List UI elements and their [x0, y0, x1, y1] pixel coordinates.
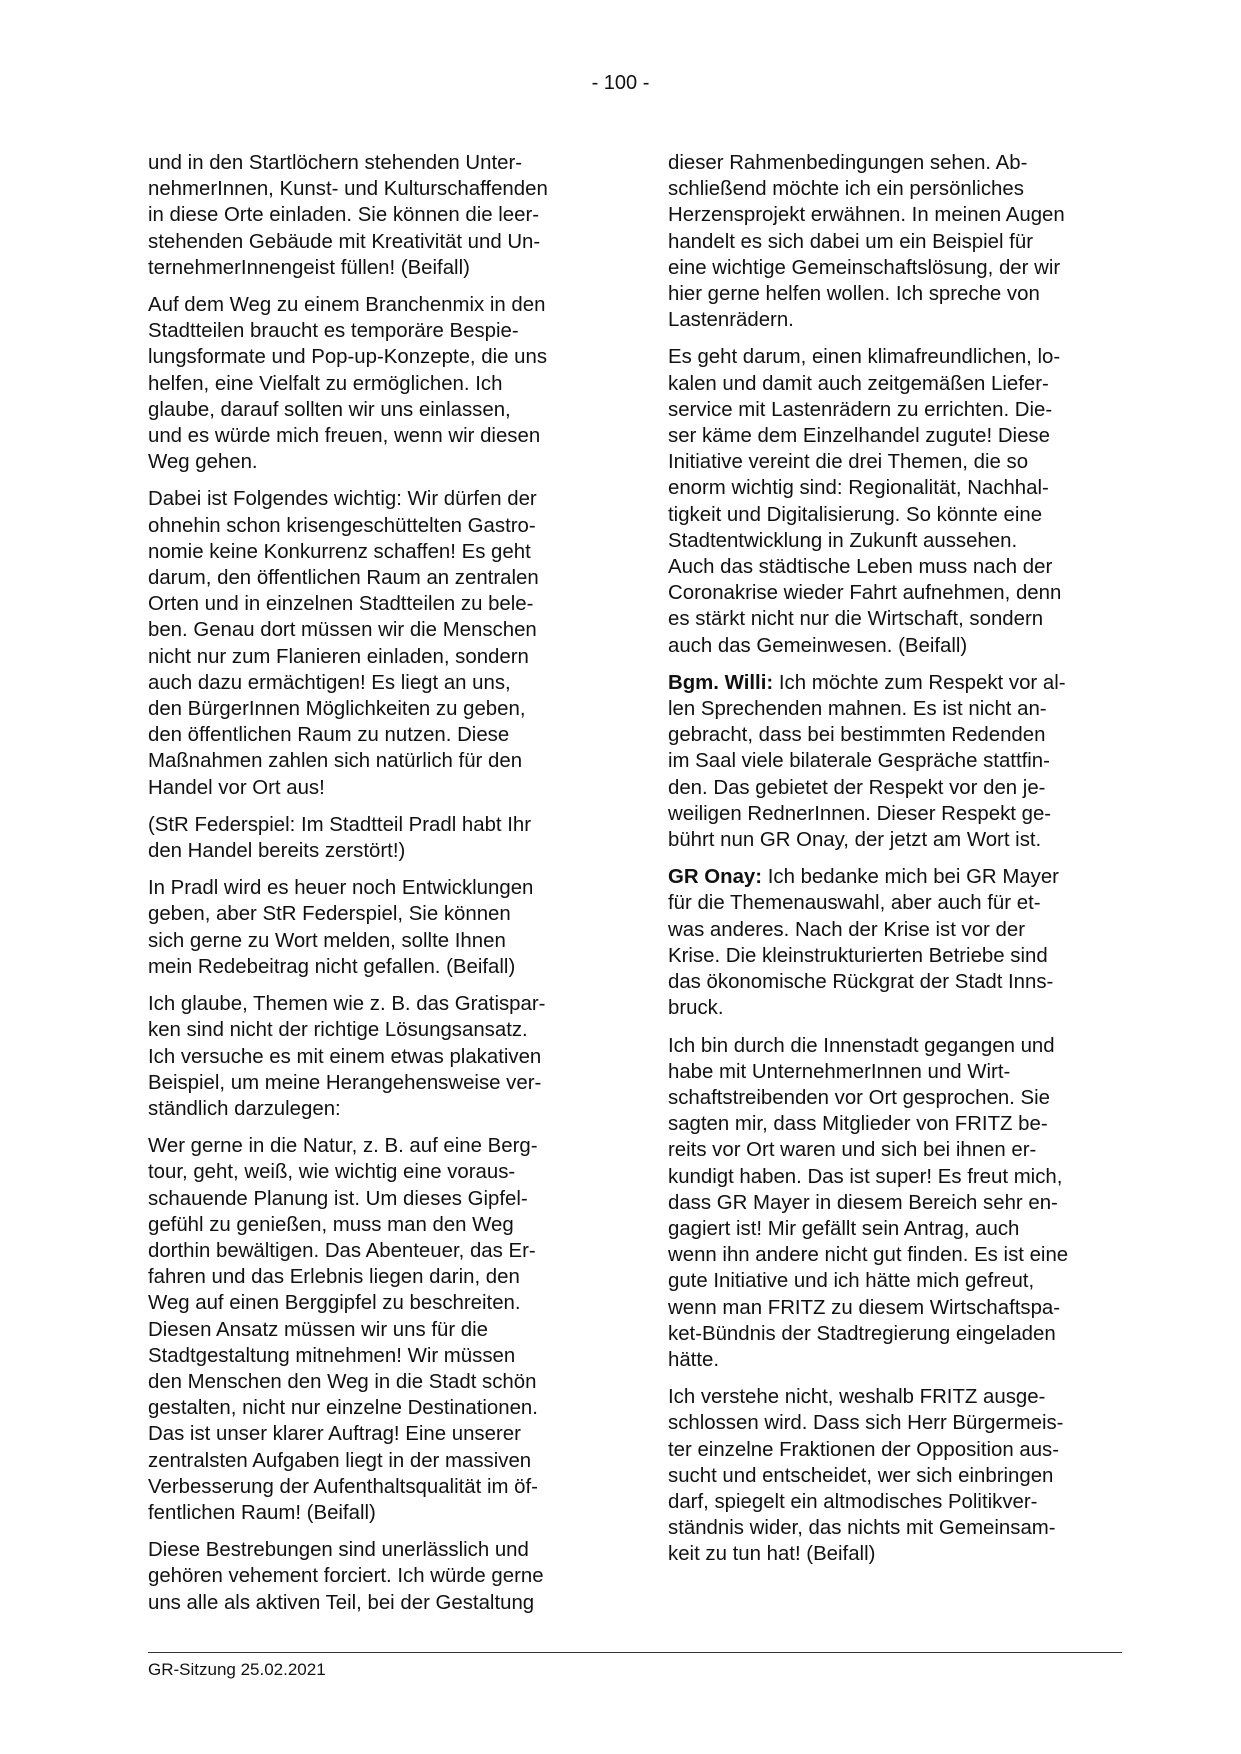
text-line: Initiative vereint die drei Themen, die so: [668, 451, 1029, 474]
text-line: Diese Bestrebungen sind unerlässlich und: [148, 1539, 529, 1562]
text-line: len Sprechenden mahnen. Es ist nicht an-: [668, 698, 1047, 721]
text-line: Coronakrise wieder Fahrt aufnehmen, denn: [668, 582, 1062, 605]
text-line: hier gerne helfen wollen. Ich spreche von: [668, 283, 1040, 306]
text-line: geben, aber StR Federspiel, Sie können: [148, 903, 511, 926]
paragraph: [148, 1537, 600, 1616]
text-line: Verbesserung der Aufenthaltsqualität im öf-: [148, 1475, 538, 1498]
left-text-column: [148, 150, 600, 1627]
text-line: mein Redebeitrag nicht gefallen. (Beifall): [148, 955, 516, 978]
text-line: wenn man FRITZ zu diesem Wirtschaftspa-: [668, 1296, 1061, 1319]
text-line: hätte.: [668, 1348, 720, 1371]
text-line: Auch das städtische Leben muss nach der: [668, 556, 1053, 579]
text-line: eine wichtige Gemeinschaftslösung, der wir: [668, 256, 1061, 279]
text-line: fentlichen Raum! (Beifall): [148, 1501, 376, 1524]
paragraph: [148, 150, 600, 281]
text-line: bührt nun GR Onay, der jetzt am Wort ist.: [668, 829, 1042, 852]
text-line: kalen und damit auch zeitgemäßen Liefer-: [668, 372, 1049, 395]
text-line: schaftstreibenden vor Ort gesprochen. Sie: [668, 1086, 1050, 1109]
text-line: Dabei ist Folgendes wichtig: Wir dürfen der: [148, 488, 537, 511]
speaker-name: GR Onay:: [668, 866, 763, 889]
text-line: stehenden Gebäude mit Kreativität und Un-: [148, 230, 541, 253]
text-line: ternehmerInnengeist füllen! (Beifall): [148, 256, 470, 279]
text-line: den BürgerInnen Möglichkeiten zu geben,: [148, 698, 526, 721]
text-line: gute Initiative und ich hätte mich gefreut,: [668, 1270, 1035, 1293]
text-line: dieser Rahmenbedingungen sehen. Ab-: [668, 152, 1028, 174]
text-line: ken sind nicht der richtige Lösungsansatz.: [148, 1019, 528, 1042]
text-line: den Menschen den Weg in die Stadt schön: [148, 1370, 537, 1393]
text-line: ben. Genau dort müssen wir die Menschen: [148, 619, 537, 642]
text-line: Stadtentwicklung in Zukunft aussehen.: [668, 529, 1018, 552]
footer-divider: [148, 1652, 1122, 1653]
text-line: Ich möchte zum Respekt vor al-: [773, 671, 1066, 694]
text-line: sucht und entscheidet, wer sich einbringen: [668, 1464, 1054, 1487]
text-line: ser käme dem Einzelhandel zugute! Diese: [668, 425, 1050, 448]
text-line: und in den Startlöchern stehenden Unter-: [148, 152, 523, 174]
text-line: (StR Federspiel: Im Stadtteil Pradl habt Ihr: [148, 813, 532, 836]
text-line: glaube, darauf sollten wir uns einlassen,: [148, 398, 511, 421]
text-line: Stadtgestaltung mitnehmen! Wir müssen: [148, 1344, 516, 1367]
text-line: nehmerInnen, Kunst- und Kulturschaffenden: [148, 178, 548, 201]
text-line: gehören vehement forciert. Ich würde gerne: [148, 1565, 544, 1588]
text-line: keit zu tun hat! (Beifall): [668, 1543, 876, 1566]
text-line: auch das Gemeinwesen. (Beifall): [668, 634, 968, 657]
text-line: dass GR Mayer in diesem Bereich sehr en-: [668, 1191, 1058, 1214]
text-line: uns alle als aktiven Teil, bei der Gestaltung: [148, 1591, 535, 1614]
text-line: ständnis wider, das nichts mit Gemeinsam-: [668, 1517, 1056, 1540]
text-line: ter einzelne Fraktionen der Opposition aus-: [668, 1438, 1060, 1461]
text-line: nomie keine Konkurrenz schaffen! Es geht: [148, 540, 531, 563]
text-line: Herzensprojekt erwähnen. In meinen Augen: [668, 204, 1065, 227]
text-line: kundigt haben. Das ist super! Es freut mich,: [668, 1165, 1063, 1188]
text-line: schlossen wird. Dass sich Herr Bürgermeis-: [668, 1412, 1064, 1435]
text-line: gebracht, dass bei bestimmten Redenden: [668, 724, 1046, 747]
paragraph: [148, 486, 600, 800]
text-line: Diesen Ansatz müssen wir uns für die: [148, 1318, 488, 1341]
text-line: gestalten, nicht nur einzelne Destinationen.: [148, 1397, 538, 1420]
text-line: Das ist unser klarer Auftrag! Eine unserer: [148, 1423, 521, 1446]
text-line: für die Themenauswahl, aber auch für et-: [668, 892, 1041, 915]
text-line: lungsformate und Pop-up-Konzepte, die uns: [148, 346, 548, 369]
speaker-name: Bgm. Willi:: [668, 671, 774, 694]
text-line: im Saal viele bilaterale Gespräche stattfin-: [668, 750, 1050, 773]
text-line: reits vor Ort waren und sich bei ihnen er-: [668, 1139, 1037, 1162]
text-line: schauende Planung ist. Um dieses Gipfel-: [148, 1187, 528, 1210]
text-line: ständlich darzulegen:: [148, 1097, 341, 1120]
text-line: Weg auf einen Berggipfel zu beschreiten.: [148, 1292, 521, 1315]
text-line: gagiert ist! Mir gefällt sein Antrag, auch: [668, 1217, 1020, 1240]
text-line: ket-Bündnis der Stadtregierung eingeladen: [668, 1322, 1056, 1345]
text-line: bruck.: [668, 997, 724, 1020]
text-line: schließend möchte ich ein persönliches: [668, 178, 1024, 201]
text-line: dorthin bewältigen. Das Abenteuer, das Er-: [148, 1239, 536, 1262]
text-line: auch dazu ermächtigen! Es liegt an uns,: [148, 671, 511, 694]
paragraph: [668, 864, 1122, 1021]
paragraph: [148, 1133, 600, 1526]
text-line: Krise. Die kleinstrukturierten Betriebe sind: [668, 944, 1048, 967]
paragraph: [148, 812, 600, 864]
text-line: gefühl zu genießen, muss man den Weg: [148, 1213, 514, 1236]
paragraph: [148, 991, 600, 1122]
text-line: Auf dem Weg zu einem Branchenmix in den: [148, 294, 546, 317]
paragraph: [148, 292, 600, 475]
text-line: tour, geht, weiß, wie wichtig eine voraus-: [148, 1161, 516, 1184]
text-line: weiligen RednerInnen. Dieser Respekt ge-: [668, 802, 1052, 825]
text-line: Ich versuche es mit einem etwas plakativen: [148, 1045, 542, 1068]
text-line: sagten mir, dass Mitglieder von FRITZ be-: [668, 1113, 1048, 1136]
text-line: Ich bedanke mich bei GR Mayer: [762, 866, 1059, 889]
text-line: In Pradl wird es heuer noch Entwicklungen: [148, 877, 534, 900]
text-line: fahren und das Erlebnis liegen darin, den: [148, 1266, 520, 1289]
text-line: Wer gerne in die Natur, z. B. auf eine Berg-: [148, 1135, 538, 1158]
paragraph: [668, 1384, 1122, 1567]
text-line: Orten und in einzelnen Stadtteilen zu bele-: [148, 593, 534, 616]
text-line: Maßnahmen zahlen sich natürlich für den: [148, 750, 523, 773]
text-line: tigkeit und Digitalisierung. So könnte eine: [668, 503, 1043, 526]
text-line: den Handel bereits zerstört!): [148, 840, 406, 863]
text-line: Ich bin durch die Innenstadt gegangen und: [668, 1034, 1055, 1057]
text-line: enorm wichtig sind: Regionalität, Nachhal-: [668, 477, 1049, 500]
text-line: das ökonomische Rückgrat der Stadt Inns-: [668, 971, 1054, 994]
text-line: Lastenrädern.: [668, 309, 794, 332]
text-line: habe mit UnternehmerInnen und Wirt-: [668, 1060, 1011, 1083]
right-text-column: [668, 150, 1122, 1579]
text-line: in diese Orte einladen. Sie können die leer-: [148, 204, 540, 227]
text-line: Weg gehen.: [148, 451, 258, 474]
text-line: nicht nur zum Flanieren einladen, sondern: [148, 645, 529, 668]
paragraph: [668, 670, 1122, 853]
page-number: - 100 -: [591, 72, 650, 94]
paragraph: [668, 1033, 1122, 1374]
text-line: zentralsten Aufgaben liegt in der massiven: [148, 1449, 532, 1472]
paragraph: [668, 344, 1122, 658]
paragraph: [148, 875, 600, 980]
text-line: was anderes. Nach der Krise ist vor der: [668, 918, 1025, 941]
text-line: darum, den öffentlichen Raum an zentralen: [148, 567, 539, 590]
text-line: Es geht darum, einen klimafreundlichen, lo-: [668, 346, 1061, 369]
text-line: ohnehin schon krisengeschüttelten Gastro-: [148, 514, 536, 537]
footer-session-date: GR-Sitzung 25.02.2021: [148, 1660, 326, 1679]
paragraph: [668, 150, 1122, 333]
text-line: sich gerne zu Wort melden, sollte Ihnen: [148, 929, 506, 952]
text-line: handelt es sich dabei um ein Beispiel für: [668, 230, 1033, 253]
text-line: Ich verstehe nicht, weshalb FRITZ ausge-: [668, 1386, 1046, 1409]
text-line: und es würde mich freuen, wenn wir diesen: [148, 425, 541, 448]
text-line: den öffentlichen Raum zu nutzen. Diese: [148, 724, 510, 747]
text-line: Stadtteilen braucht es temporäre Bespie-: [148, 320, 519, 343]
text-line: Beispiel, um meine Herangehensweise ver-: [148, 1071, 542, 1094]
text-line: es stärkt nicht nur die Wirtschaft, sondern: [668, 608, 1044, 631]
text-line: den. Das gebietet der Respekt vor den je-: [668, 776, 1046, 799]
text-line: Ich glaube, Themen wie z. B. das Gratispar-: [148, 993, 546, 1016]
text-line: service mit Lastenrädern zu errichten. Die-: [668, 398, 1053, 421]
text-line: darf, spiegelt ein altmodisches Politikver-: [668, 1490, 1038, 1513]
text-line: Handel vor Ort aus!: [148, 776, 325, 799]
text-line: wenn ihn andere nicht gut finden. Es ist eine: [668, 1244, 1069, 1267]
text-line: helfen, eine Vielfalt zu ermöglichen. Ich: [148, 372, 503, 395]
